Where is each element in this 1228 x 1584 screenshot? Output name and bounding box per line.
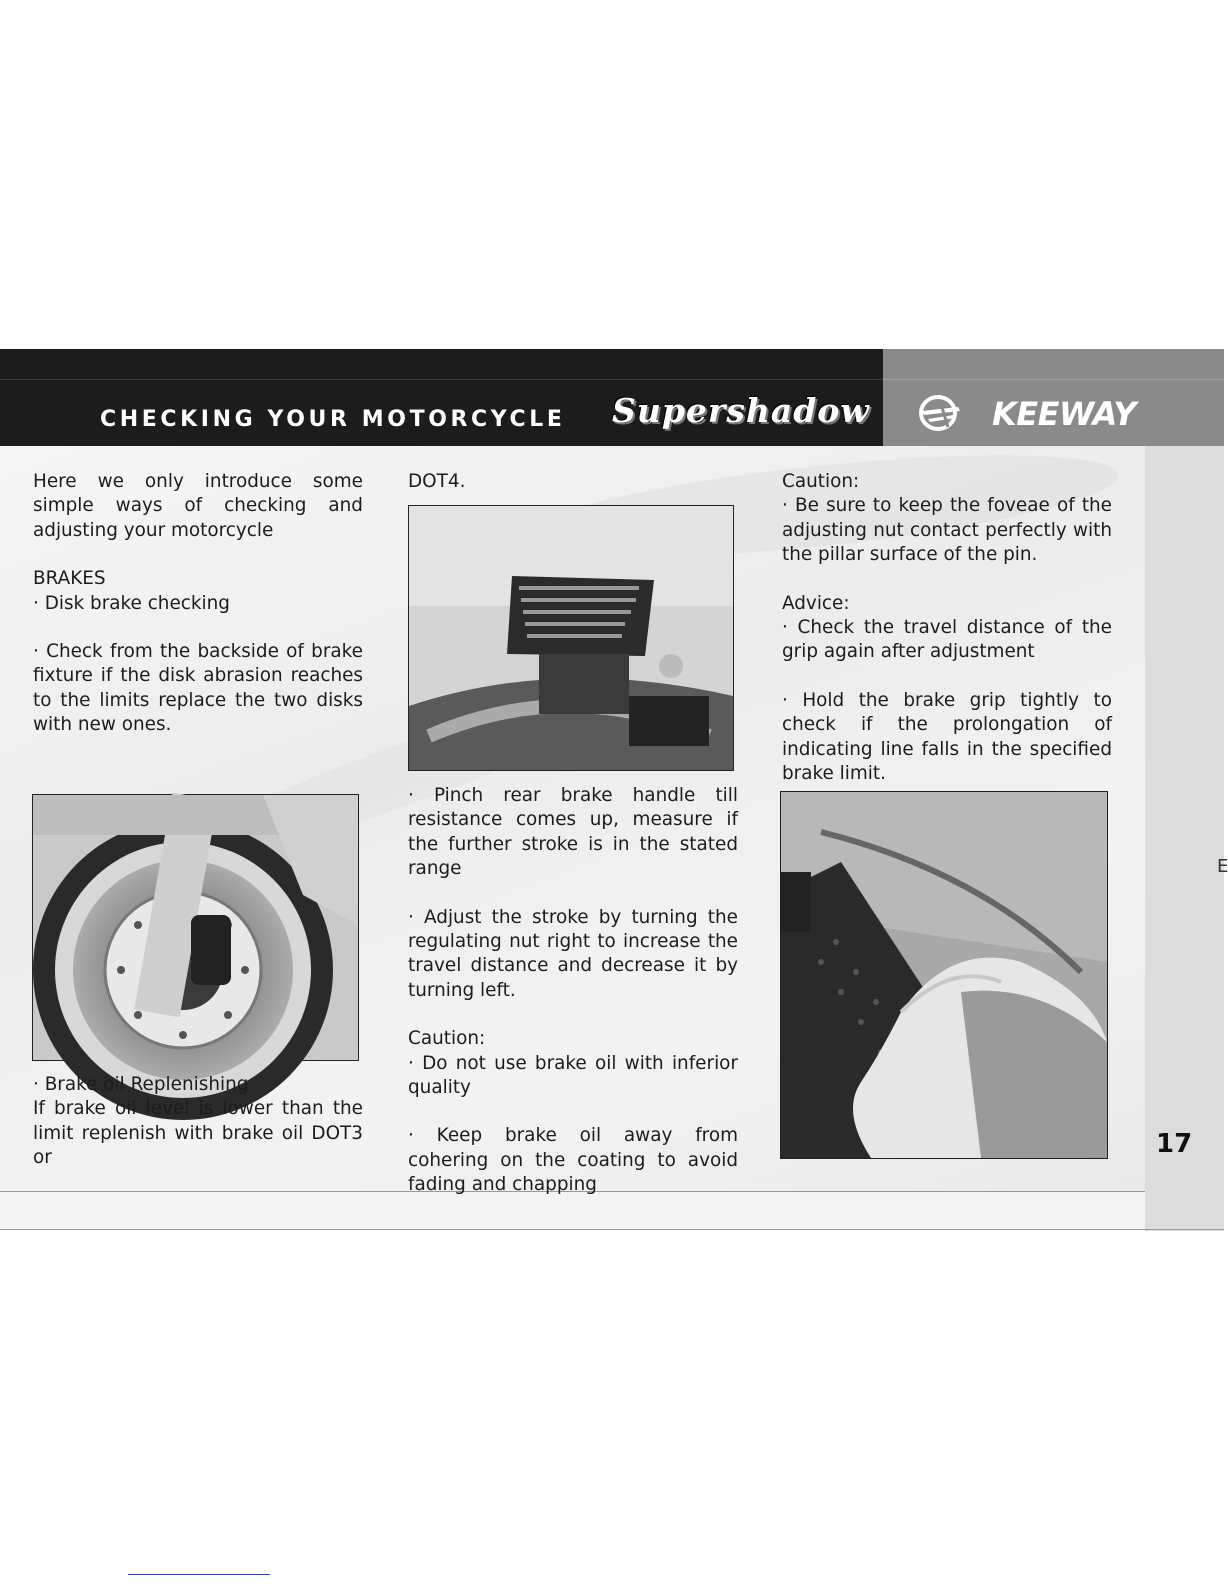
section-heading: BRAKES: [33, 568, 106, 590]
list-item: · Adjust the stroke by turning the regulating nut right to increase the travel distance and decrease it by turning left.: [408, 906, 738, 1001]
keeway-emblem-icon: [918, 393, 962, 433]
column-2-top: [408, 470, 738, 494]
brand-name: KEEWAY: [992, 395, 1136, 433]
list-item: · Brake oil Replenishing: [33, 1074, 249, 1095]
list-item: · Hold the brake grip tightly to check if the prolongation of indicating line falls in the specified brake limit.: [782, 689, 1112, 785]
list-item: · Check the travel distance of the grip again after adjustment: [782, 617, 1112, 663]
disk-brake-photo: [32, 794, 359, 1061]
edge-mark: E: [1217, 856, 1228, 877]
brake-grip-photo: [780, 791, 1108, 1159]
list-item: · Do not use brake oil with inferior quality: [408, 1052, 738, 1099]
column-1-bottom: [33, 1073, 363, 1171]
list-item: · Keep brake oil away from cohering on the coating to avoid fading and chapping: [408, 1125, 738, 1196]
right-margin-strip: [1145, 446, 1224, 1231]
body-text: If brake oil level is lower than the limit replenish with brake oil DOT3 or: [33, 1098, 363, 1169]
footer-link-line: [128, 1574, 270, 1575]
intro-text: Here we only introduce some simple ways of checking and adjusting your motorcycle: [33, 471, 363, 541]
advice-label: Advice:: [782, 592, 850, 614]
body-text: DOT4.: [408, 471, 466, 492]
master-cylinder-photo: [408, 505, 734, 771]
caution-label: Caution:: [782, 471, 860, 492]
caution-label: Caution:: [408, 1028, 486, 1050]
page-title: CHECKING YOUR MOTORCYCLE: [100, 407, 566, 432]
column-3: [782, 470, 1112, 786]
column-2: [408, 784, 738, 1198]
page-number: 17: [1156, 1129, 1193, 1159]
list-item: · Be sure to keep the foveae of the adjusting nut contact perfectly with the pillar surface of the pin.: [782, 495, 1112, 566]
model-logo: Supershadow: [612, 391, 870, 430]
list-item: · Check from the backside of brake fixture if the disk abrasion reaches to the limits replace the two disks with new ones.: [33, 641, 363, 736]
list-item: · Disk brake checking: [33, 592, 230, 614]
manual-page: [0, 349, 1224, 1231]
list-item: · Pinch rear brake handle till resistance comes up, measure if the further stroke is in the stated range: [408, 785, 738, 880]
column-1: [33, 470, 363, 738]
